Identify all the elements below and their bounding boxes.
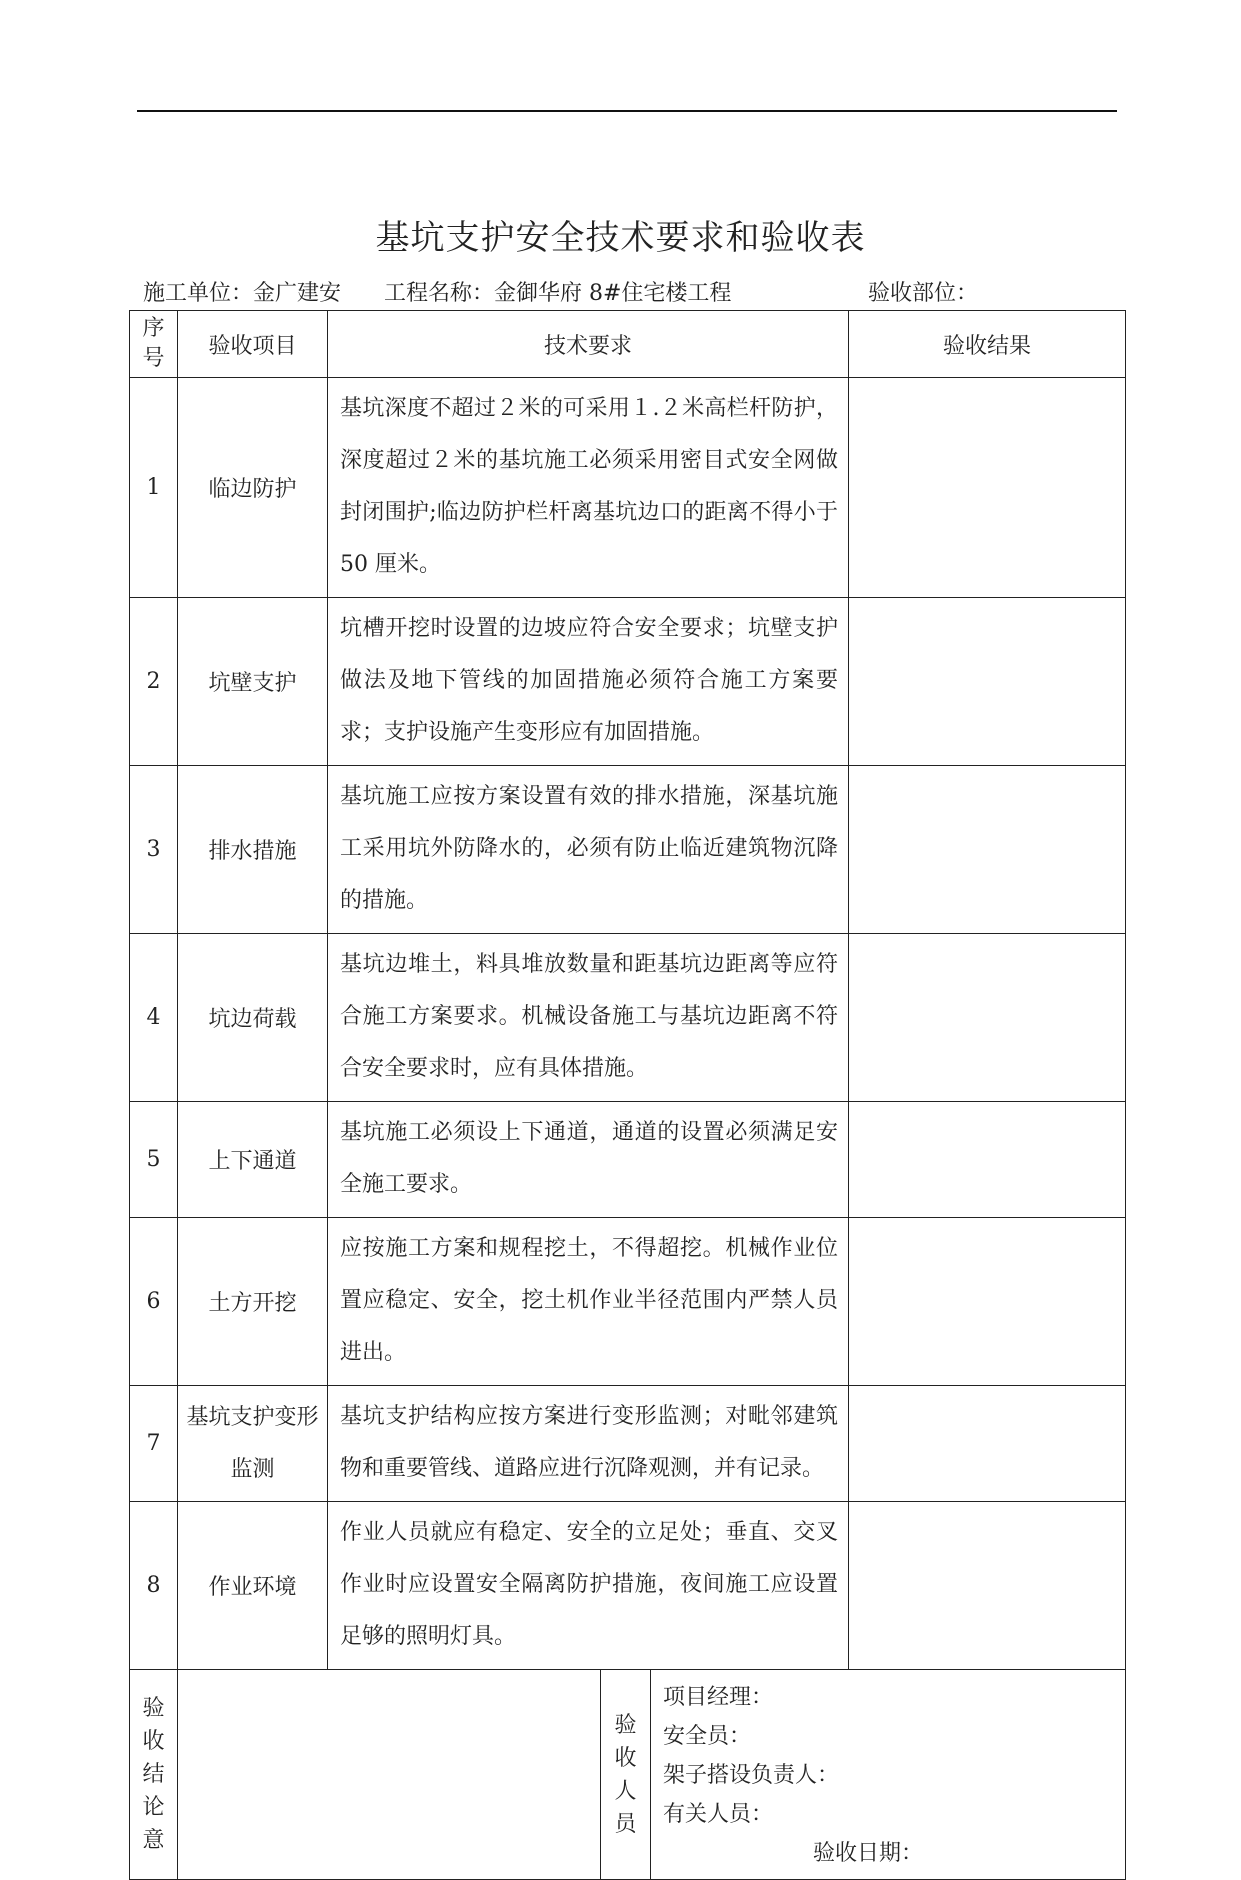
header-requirement: 技术要求 bbox=[328, 311, 849, 378]
project-manager-field[interactable]: 项目经理： bbox=[663, 1685, 774, 1710]
inspectors-label-char: 验 bbox=[614, 1712, 637, 1738]
row-item: 土方开挖 bbox=[178, 1218, 328, 1386]
row-number: 1 bbox=[130, 378, 178, 598]
project-name: 工程名称：金御华府 8#住宅楼工程 bbox=[384, 281, 732, 306]
table-row bbox=[130, 378, 1126, 598]
row-number: 6 bbox=[130, 1218, 178, 1386]
table-row bbox=[130, 1386, 1126, 1502]
row-requirement: 基坑施工应按方案设置有效的排水措施，深基坑施工采用坑外防降水的，必须有防止临近建筑物沉降的措施。 bbox=[328, 766, 849, 934]
row-item: 作业环境 bbox=[178, 1502, 328, 1670]
inspectors-label-char: 收 bbox=[614, 1745, 637, 1771]
inspectors-label bbox=[601, 1670, 651, 1880]
row-number: 5 bbox=[130, 1102, 178, 1218]
header-seq bbox=[130, 311, 178, 378]
row-requirement: 基坑支护结构应按方案进行变形监测；对毗邻建筑物和重要管线、道路应进行沉降观测，并有记录。 bbox=[328, 1386, 849, 1502]
row-item: 坑边荷载 bbox=[178, 934, 328, 1102]
footer-row bbox=[130, 1670, 1126, 1880]
header-seq-line2: 号 bbox=[142, 346, 165, 371]
table-row bbox=[130, 1218, 1126, 1386]
conclusion-label bbox=[130, 1670, 178, 1880]
row-item: 临边防护 bbox=[178, 378, 328, 598]
row-requirement: 基坑深度不超过２米的可采用１.２米高栏杆防护，深度超过２米的基坑施工必须采用密目式安全网做封闭围护;临边防护栏杆离基坑边口的距离不得小于 50 厘米。 bbox=[328, 378, 849, 598]
row-number: 7 bbox=[130, 1386, 178, 1502]
related-persons-field[interactable]: 有关人员： bbox=[663, 1802, 774, 1827]
row-requirement: 作业人员就应有稳定、安全的立足处；垂直、交叉作业时应设置安全隔离防护措施，夜间施工应设置足够的照明灯具。 bbox=[328, 1502, 849, 1670]
table-row bbox=[130, 598, 1126, 766]
scaffold-leader-field[interactable]: 架子搭设负责人： bbox=[663, 1763, 840, 1788]
row-number: 8 bbox=[130, 1502, 178, 1670]
inspectors-signatures bbox=[651, 1670, 1126, 1880]
conclusion-label-char: 意 bbox=[142, 1828, 165, 1853]
inspectors-label-char: 员 bbox=[614, 1811, 637, 1837]
row-result[interactable] bbox=[849, 766, 1126, 934]
header-row bbox=[130, 311, 1126, 378]
row-item: 基坑支护变形监测 bbox=[178, 1386, 328, 1502]
row-result[interactable] bbox=[849, 1502, 1126, 1670]
conclusion-label-char: 结 bbox=[142, 1762, 165, 1787]
row-item: 排水措施 bbox=[178, 766, 328, 934]
inspection-date-field[interactable]: 验收日期： bbox=[813, 1841, 924, 1866]
row-result[interactable] bbox=[849, 1102, 1126, 1218]
conclusion-field[interactable] bbox=[178, 1670, 601, 1880]
header-item: 验收项目 bbox=[178, 311, 328, 378]
conclusion-label-char: 论 bbox=[142, 1795, 165, 1820]
row-number: 2 bbox=[130, 598, 178, 766]
row-requirement: 基坑施工必须设上下通道，通道的设置必须满足安全施工要求。 bbox=[328, 1102, 849, 1218]
header-result: 验收结果 bbox=[849, 311, 1126, 378]
header-seq-line1: 序 bbox=[142, 316, 165, 341]
row-requirement: 坑槽开挖时设置的边坡应符合安全要求；坑壁支护做法及地下管线的加固措施必须符合施工方案要求；支护设施产生变形应有加固措施。 bbox=[328, 598, 849, 766]
table-row bbox=[130, 1502, 1126, 1670]
construction-unit: 施工单位：金广建安 bbox=[143, 281, 342, 306]
row-requirement: 应按施工方案和规程挖土，不得超挖。机械作业位置应稳定、安全，挖土机作业半径范围内严禁人员进出。 bbox=[328, 1218, 849, 1386]
conclusion-label-char: 收 bbox=[142, 1729, 165, 1754]
row-result[interactable] bbox=[849, 598, 1126, 766]
inspection-table bbox=[129, 310, 1126, 1880]
table-row bbox=[130, 766, 1126, 934]
page-title: 基坑支护安全技术要求和验收表 bbox=[375, 218, 866, 258]
row-number: 3 bbox=[130, 766, 178, 934]
table-row bbox=[130, 934, 1126, 1102]
row-item: 坑壁支护 bbox=[178, 598, 328, 766]
table-row bbox=[130, 1102, 1126, 1218]
conclusion-label-char: 验 bbox=[142, 1696, 165, 1721]
row-number: 4 bbox=[130, 934, 178, 1102]
row-result[interactable] bbox=[849, 378, 1126, 598]
safety-officer-field[interactable]: 安全员： bbox=[663, 1724, 752, 1749]
row-item: 上下通道 bbox=[178, 1102, 328, 1218]
row-result[interactable] bbox=[849, 934, 1126, 1102]
inspectors-label-char: 人 bbox=[614, 1778, 637, 1804]
row-result[interactable] bbox=[849, 1218, 1126, 1386]
row-requirement: 基坑边堆土，料具堆放数量和距基坑边距离等应符合施工方案要求。机械设备施工与基坑边距离不符合安全要求时，应有具体措施。 bbox=[328, 934, 849, 1102]
inspection-part: 验收部位： bbox=[868, 281, 979, 306]
header-rule bbox=[137, 110, 1117, 112]
row-result[interactable] bbox=[849, 1386, 1126, 1502]
